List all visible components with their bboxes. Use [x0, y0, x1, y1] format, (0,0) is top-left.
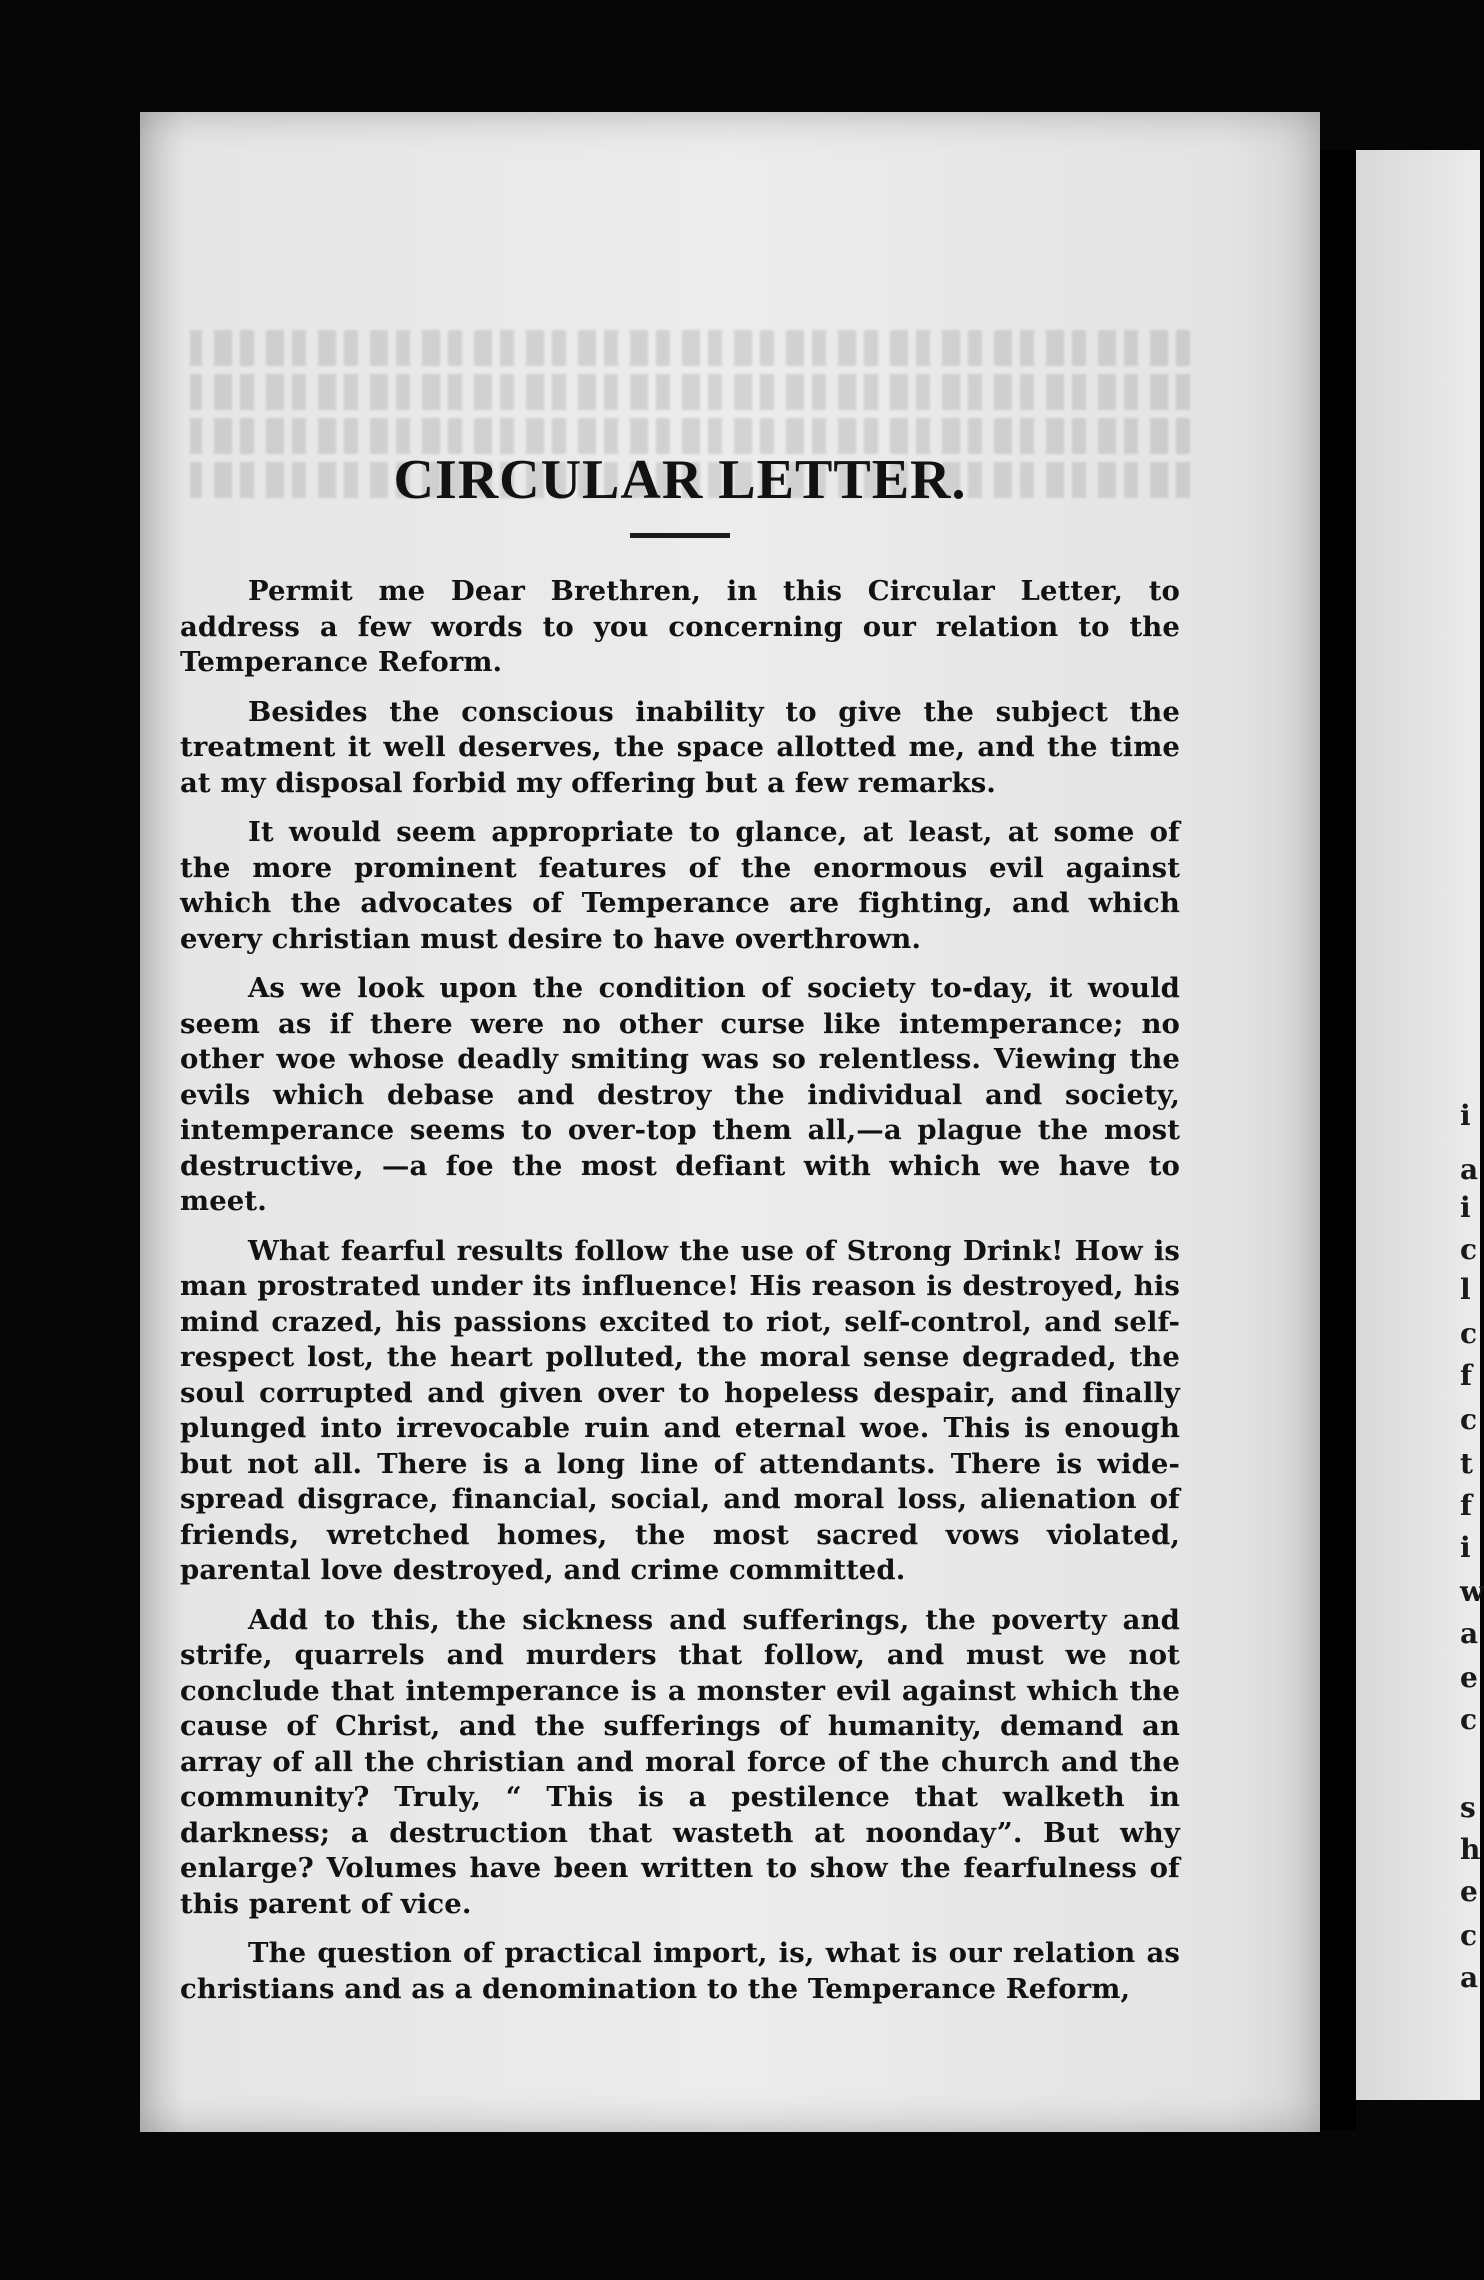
- paragraph: The question of practical import, is, what is our relation as christians and as a denomination to the Temperance Reform,: [180, 1937, 1180, 2005]
- next-page-fragment: c: [1460, 1317, 1478, 1350]
- next-page-fragment: e: [1460, 1661, 1478, 1694]
- next-page-fragment: c: [1460, 1919, 1478, 1952]
- next-page-fragment: c: [1460, 1703, 1478, 1736]
- next-page-fragment: f: [1460, 1489, 1473, 1522]
- next-page-fragment: c: [1460, 1403, 1478, 1436]
- paragraph: As we look upon the condition of society to-day, it would seem as if there were no other curse like intemperance; no other woe whose deadly smiting was so relentless. Viewing the evils which debase and destroy the individual and society, intemperance seems to over-top them all,—a plague the most destructive, —a foe the most defiant with which we have to meet.: [180, 972, 1180, 1217]
- page-title: CIRCULAR LETTER.: [393, 449, 967, 511]
- next-page-fragment: a: [1460, 1153, 1479, 1186]
- paragraph: It would seem appropriate to glance, at least, at some of the more prominent features of the enormous evil against which the advocates of Temperance are fighting, and which every christian must desire to have overthrown.: [180, 816, 1180, 955]
- paragraph: What fearful results follow the use of Strong Drink! How is man prostrated under its influence! His reason is destroyed, his mind crazed, his passions excited to riot, self-control, and self-respect lost, the heart polluted, the moral sense degraded, the soul corrupted and given over to hopeless despair, and finally plunged into irrevocable ruin and eternal woe. This is enough but not all. There is a long line of attendants. There is wide-spread disgrace, financial, social, and moral loss, alienation of friends, wretched homes, the most sacred vows violated, parental love destroyed, and crime committed.: [180, 1234, 1180, 1586]
- next-page-fragment: t: [1460, 1447, 1473, 1480]
- next-page-fragment: h: [1460, 1833, 1481, 1866]
- next-page-fragment: l: [1460, 1273, 1471, 1306]
- next-page-fragment: a: [1460, 1961, 1479, 1994]
- paragraph: Besides the conscious inability to give the subject the treatment it well deserves, the space allotted me, and the time at my disposal forbid my offering but a few remarks.: [180, 695, 1180, 799]
- next-page-fragment: s: [1460, 1791, 1476, 1824]
- paragraph: Add to this, the sickness and sufferings, the poverty and strife, quarrels and murders that follow, and must we not conclude that intemperance is a monster evil against which the cause of Christ, and the sufferings of humanity, demand an array of all the christian and moral force of the church and the community? Truly, “ This is a pestilence that walketh in darkness; a destruction that wasteth at noonday”. But why enlarge? Volumes have been written to show the fearfulness of this parent of vice.: [180, 1603, 1180, 1920]
- next-page-fragment: i: [1460, 1099, 1471, 1132]
- paragraph: Permit me Dear Brethren, in this Circular Letter, to address a few words to you concerning our relation to the Temperance Reform.: [180, 575, 1180, 678]
- next-page-fragment: i: [1460, 1531, 1471, 1564]
- page-content: [180, 445, 1180, 2021]
- title-rule: [630, 533, 730, 538]
- adjacent-page: [1356, 150, 1484, 2100]
- next-page-fragment: w: [1460, 1575, 1484, 1608]
- next-page-fragment: f: [1460, 1359, 1473, 1392]
- next-page-fragment: c: [1460, 1233, 1478, 1266]
- book-gutter: [1320, 150, 1356, 2130]
- next-page-fragment: i: [1460, 1191, 1471, 1224]
- next-page-fragment: a: [1460, 1617, 1479, 1650]
- next-page-fragment: e: [1460, 1875, 1478, 1908]
